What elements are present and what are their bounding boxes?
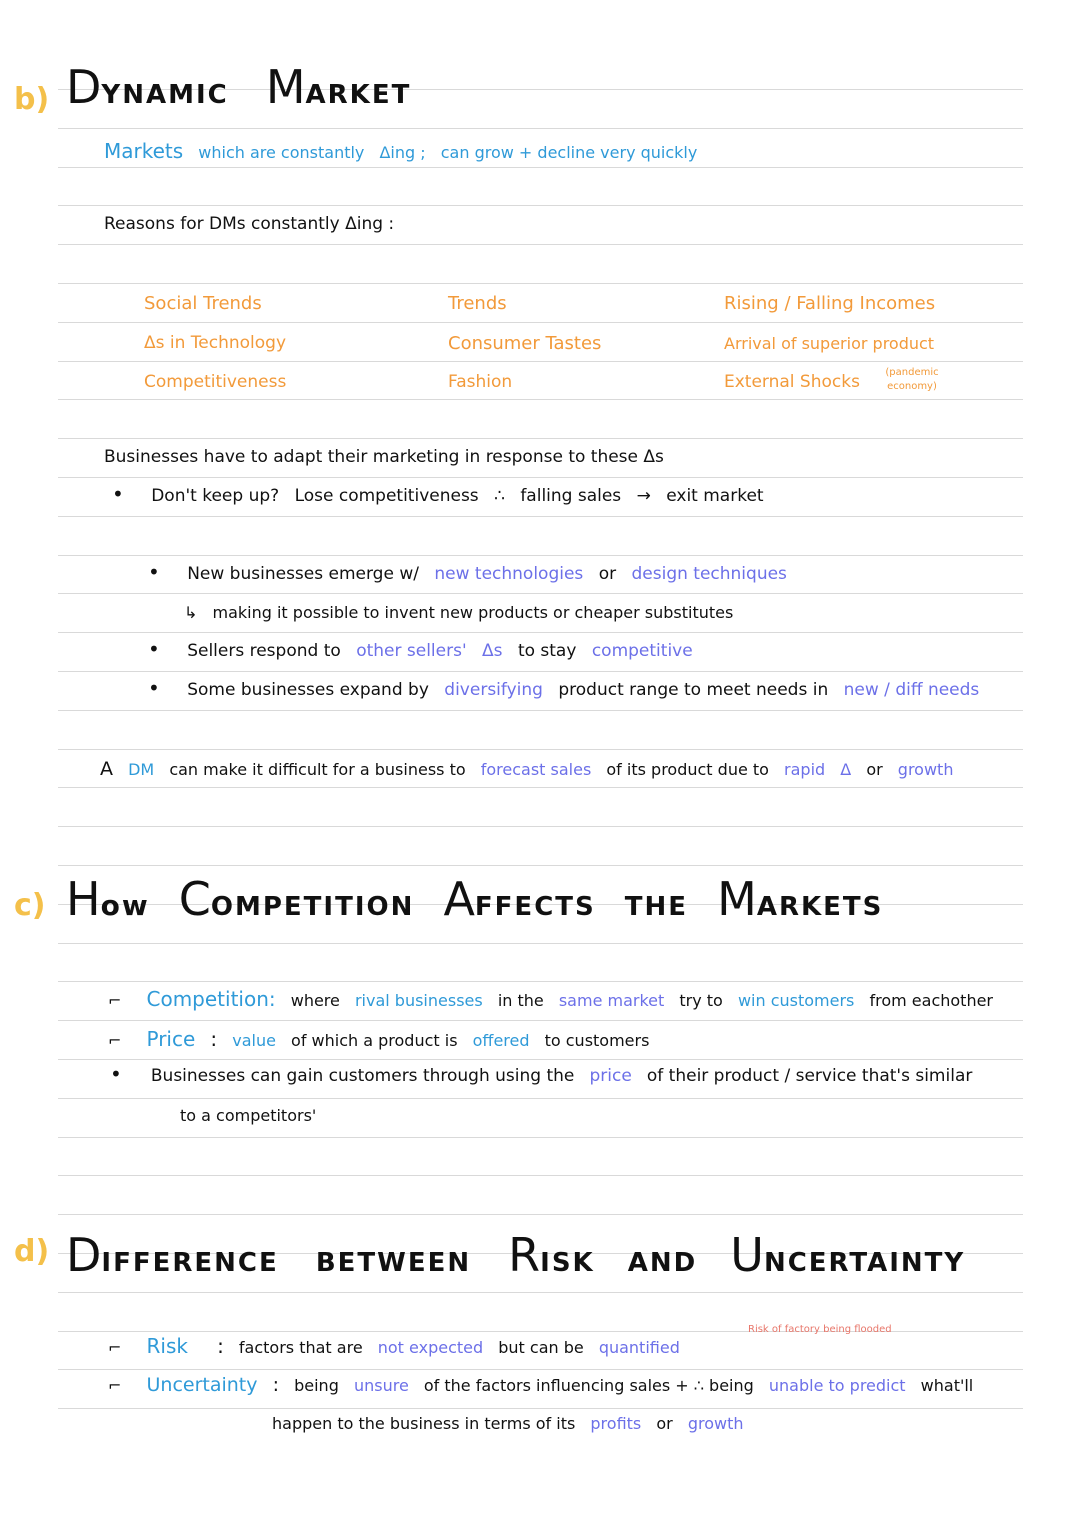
text: :	[272, 1374, 280, 1396]
highlight: quantified	[598, 1338, 680, 1357]
competition-definition	[108, 987, 1003, 1011]
pandemic-note: (pandemic economy)	[885, 367, 939, 392]
text: product range to meet needs in	[558, 680, 829, 700]
gain-customers-cont: to a competitors'	[180, 1106, 317, 1125]
heading-dynamic-market	[66, 60, 411, 114]
ruled-line	[58, 1408, 1023, 1409]
ruled-line	[58, 632, 1023, 633]
highlight: unsure	[353, 1376, 409, 1395]
heading-letter: D	[66, 60, 102, 114]
heading-word: BETWEEN	[315, 1248, 472, 1278]
reason-social-trends: Social Trends	[144, 293, 262, 314]
heading-word: THE	[624, 892, 689, 922]
text: making it possible to invent new products or cheaper substitutes	[212, 603, 734, 622]
ruled-line	[58, 361, 1023, 362]
ruled-line	[58, 671, 1023, 672]
reason-consumer-tastes: Consumer Tastes	[448, 333, 602, 354]
text: or	[656, 1414, 673, 1433]
dash-bullet-icon: ⌐	[108, 991, 122, 1010]
text: to customers	[544, 1031, 650, 1050]
point-new-businesses	[148, 560, 797, 584]
highlight: growth	[687, 1414, 744, 1433]
ruled-line	[58, 283, 1023, 284]
ruled-line	[58, 1098, 1023, 1099]
text: can make it difficult for a business to	[169, 760, 466, 779]
highlight: win customers	[737, 991, 855, 1010]
gain-customers-point	[110, 1062, 982, 1086]
reason-fashion: Fashion	[448, 372, 513, 392]
term: Price	[146, 1027, 196, 1051]
highlight: not expected	[377, 1338, 484, 1357]
text: Businesses can gain customers through using the	[150, 1066, 575, 1086]
ruled-line	[58, 1059, 1023, 1060]
heading-letter: M	[717, 872, 757, 926]
bullet: •	[148, 560, 160, 584]
text: of their product / service that's similar	[646, 1066, 973, 1086]
ruled-line	[58, 128, 1023, 129]
ruled-line	[58, 981, 1023, 982]
reason-trends: Trends	[448, 293, 507, 314]
forecast-statement	[100, 758, 963, 780]
text: Don't keep up?	[151, 486, 280, 506]
dash-bullet-icon: ⌐	[108, 1376, 122, 1395]
ruled-line	[58, 1214, 1023, 1215]
point-sellers-respond	[148, 637, 703, 661]
text: falling sales	[520, 486, 622, 506]
highlight: forecast sales	[480, 760, 592, 779]
bullet: •	[110, 1062, 122, 1086]
reason-competitiveness: Competitiveness	[144, 372, 287, 392]
text: to stay	[517, 641, 577, 661]
ruled-line	[58, 516, 1023, 517]
text: where	[290, 991, 340, 1010]
text: exit market	[666, 486, 764, 506]
heading-letter: D	[66, 1228, 102, 1282]
text: or	[866, 760, 883, 779]
reason-incomes: Rising / Falling Incomes	[724, 293, 936, 314]
text: A	[100, 758, 113, 780]
highlight: rival businesses	[354, 991, 483, 1010]
point-making-possible	[184, 603, 743, 622]
ruled-line	[58, 865, 1023, 866]
ruled-line	[58, 1292, 1023, 1293]
ruled-line	[58, 555, 1023, 556]
text: :	[217, 1334, 224, 1358]
risk-example-note: Risk of factory being flooded	[748, 1324, 892, 1335]
ruled-line	[58, 1020, 1023, 1021]
section-label-b: b)	[14, 82, 50, 117]
heading-letter: R	[508, 1228, 541, 1282]
text: being	[294, 1376, 339, 1395]
highlight: Δs	[482, 641, 503, 661]
highlight: new technologies	[434, 564, 584, 584]
text: in the	[497, 991, 544, 1010]
text: can grow + decline very quickly	[440, 143, 698, 162]
bullet: •	[148, 637, 160, 661]
reasons-title: Reasons for DMs constantly Δing :	[104, 214, 395, 234]
term: Competition:	[146, 987, 276, 1011]
ruled-line	[58, 322, 1023, 323]
heading-word: NCERTAINTY	[763, 1248, 966, 1278]
delta-symbol: Δ	[840, 760, 852, 779]
heading-competition	[66, 872, 883, 926]
heading-word: ARKET	[305, 80, 412, 110]
term: Risk	[146, 1334, 188, 1358]
text: Some businesses expand by	[187, 680, 429, 700]
arrow-right-icon: →	[636, 486, 651, 506]
heading-letter: C	[178, 872, 211, 926]
text: :	[210, 1027, 218, 1051]
dash-bullet-icon: ⌐	[108, 1338, 122, 1357]
text: from eachother	[869, 991, 993, 1010]
section-label-d: d)	[14, 1234, 50, 1269]
ruled-line	[58, 244, 1023, 245]
heading-letter: H	[66, 872, 101, 926]
heading-letter: A	[443, 872, 475, 926]
heading-word: ow	[100, 889, 150, 922]
bullet: •	[148, 676, 160, 700]
text: but can be	[498, 1338, 584, 1357]
text: try to	[679, 991, 723, 1010]
ruled-line	[58, 205, 1023, 206]
ruled-line	[58, 749, 1023, 750]
text: of the factors influencing sales + ∴ being	[423, 1376, 754, 1395]
text: happen to the business in terms of its	[272, 1414, 576, 1433]
heading-word: YNAMIC	[101, 80, 229, 110]
highlight: DM	[128, 760, 155, 779]
highlight: price	[589, 1066, 632, 1086]
heading-word: ISK	[540, 1248, 595, 1278]
sub-arrow-icon: ↳	[184, 603, 198, 622]
ruled-line	[58, 438, 1023, 439]
ruled-line	[58, 399, 1023, 400]
text: of which a product is	[291, 1031, 458, 1050]
text: what'll	[920, 1376, 974, 1395]
keep-up-point	[112, 482, 774, 506]
bullet: •	[112, 482, 124, 506]
heading-letter: M	[265, 60, 306, 114]
heading-letter: U	[730, 1228, 764, 1282]
highlight: same market	[558, 991, 665, 1010]
text: Lose competitiveness	[294, 486, 479, 506]
reason-superior-product: Arrival of superior product	[724, 334, 935, 353]
text: or	[598, 564, 617, 584]
uncertainty-definition	[108, 1374, 983, 1396]
highlight: growth	[897, 760, 954, 779]
highlight: diversifying	[444, 680, 543, 700]
risk-definition	[108, 1334, 690, 1358]
text: of its product due to	[606, 760, 769, 779]
highlight: other sellers'	[356, 641, 467, 661]
ruled-line	[58, 477, 1023, 478]
ruled-line	[58, 593, 1023, 594]
highlight: rapid	[784, 760, 826, 779]
ruled-line	[58, 826, 1023, 827]
heading-word: IFFERENCE	[101, 1248, 279, 1278]
section-label-c: c)	[14, 888, 46, 923]
highlight: profits	[590, 1414, 642, 1433]
term: Uncertainty	[146, 1374, 258, 1396]
ruled-line	[58, 167, 1023, 168]
ruled-line	[58, 1175, 1023, 1176]
text: New businesses emerge w/	[187, 564, 419, 584]
reason-tech: Δs in Technology	[144, 333, 287, 353]
ruled-line	[58, 943, 1023, 944]
heading-word: ARKETS	[756, 892, 884, 922]
highlight: unable to predict	[768, 1376, 906, 1395]
ruled-line	[58, 1369, 1023, 1370]
definition-markets	[104, 139, 707, 163]
point-diversify	[148, 676, 989, 700]
highlight: competitive	[591, 641, 693, 661]
uncertainty-cont	[272, 1414, 753, 1433]
price-definition	[108, 1027, 659, 1051]
highlight: design techniques	[631, 564, 787, 584]
text: Δing ;	[379, 143, 426, 162]
heading-risk-uncertainty	[66, 1228, 965, 1282]
highlight: value	[232, 1031, 276, 1050]
reason-external-shocks: External Shocks	[724, 372, 860, 392]
term: Markets	[104, 139, 184, 163]
text: which are constantly	[198, 143, 365, 162]
heading-word: FFECTS	[474, 892, 596, 922]
text: factors that are	[238, 1338, 363, 1357]
highlight: new / diff needs	[843, 680, 980, 700]
heading-word: OMPETITION	[210, 892, 415, 922]
ruled-line	[58, 710, 1023, 711]
ruled-line	[58, 787, 1023, 788]
adapt-statement: Businesses have to adapt their marketing in response to these Δs	[104, 447, 664, 467]
ruled-line	[58, 1137, 1023, 1138]
highlight: offered	[472, 1031, 530, 1050]
text: Sellers respond to	[187, 641, 341, 661]
dash-bullet-icon: ⌐	[108, 1031, 122, 1050]
heading-word: AND	[627, 1248, 698, 1278]
therefore-symbol: ∴	[494, 486, 505, 506]
